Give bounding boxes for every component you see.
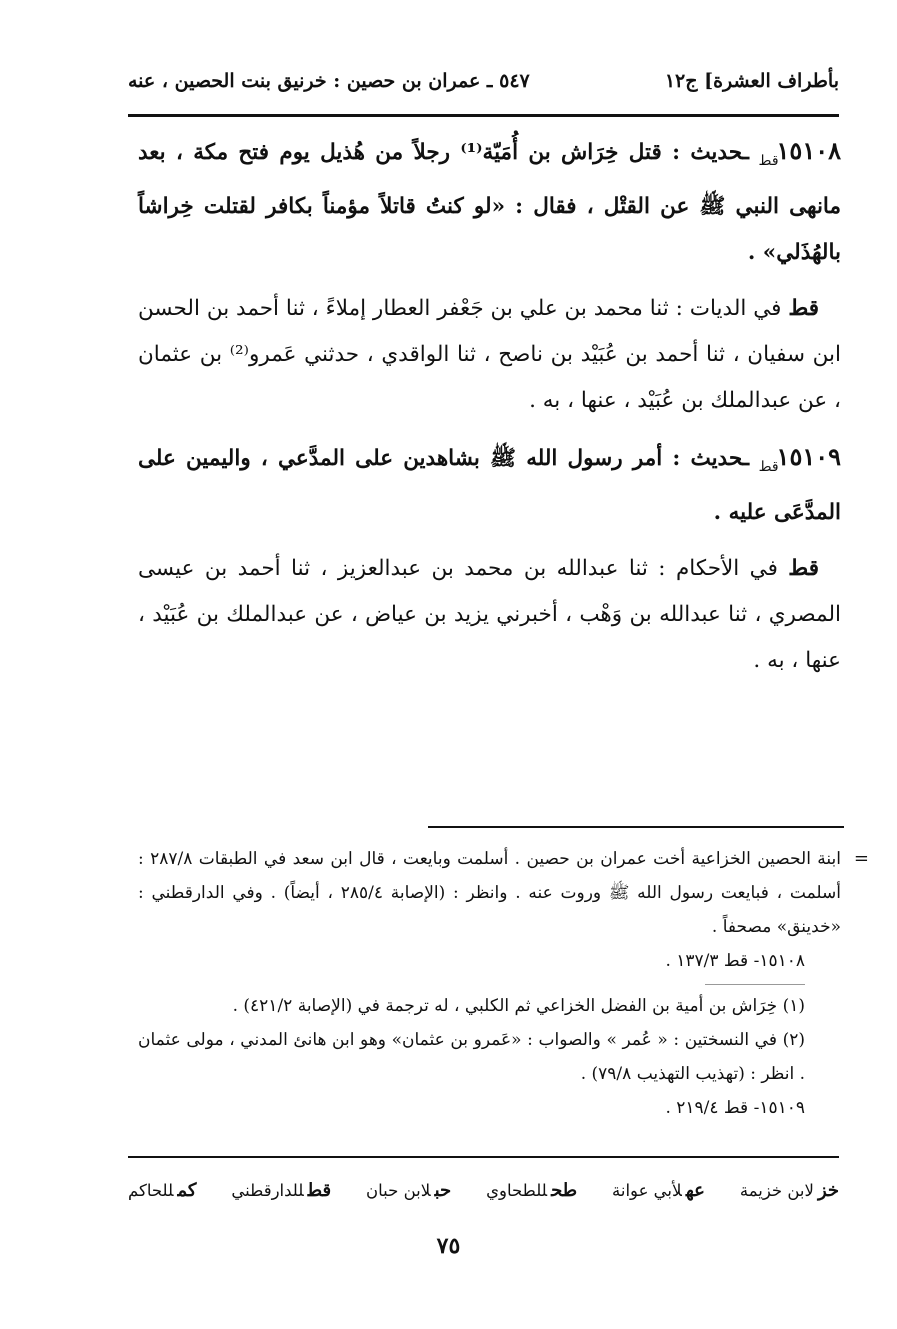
main-text (138, 128, 841, 694)
collection-mark: قط (758, 153, 779, 169)
abbreviation-name: للحاكم (128, 1180, 174, 1200)
footnote-separator (705, 984, 805, 985)
abbreviations-bar (128, 1172, 839, 1208)
abbreviation-code: حب (434, 1179, 452, 1201)
abbreviation-code: خز (817, 1179, 839, 1201)
hadith-text: ـحديث : قتل خِرَاش بن أُمَيّة⁽¹⁾ رجلاً من هُذيل يوم فتح مكة ، بعد مانهى النبي ﷺ عن القتْل ، فقال : «لو كنتُ قاتلاً مؤمناً بكافر لقتلت خِراشاً بالهُذَلي» . (138, 140, 841, 265)
abbreviation-item (740, 1180, 839, 1201)
abbreviation-item (231, 1180, 331, 1201)
isnad-text: في الديات : ثنا محمد بن علي بن جَعْفر العطار إملاءً ، ثنا أحمد بن الحسن ابن سفيان ، ثنا أحمد بن عُبَيْد بن ناصح ، ثنا الواقدي ، حدثني عَمرو⁽²⁾ بن عثمان ، عن عبدالملك بن عُبَيْد ، عنها ، به . (138, 296, 841, 413)
abbreviation-name: لابن حبان (366, 1180, 431, 1200)
running-header (128, 62, 839, 100)
entry-number: ١٥١٠٨ (776, 136, 841, 165)
entry-number: ١٥١٠٩ (776, 442, 841, 471)
abbreviation-name: لابن خزيمة (739, 1180, 814, 1200)
header-rule (128, 114, 839, 117)
source-label: قط (788, 556, 819, 581)
abbreviation-code: قط (307, 1179, 332, 1201)
isnad-1 (138, 286, 841, 424)
isnad-text: في الأحكام : ثنا عبدالله بن محمد بن عبدالعزيز ، ثنا أحمد بن عيسى المصري ، ثنا عبدالله بن وَهْب ، أخبرني يزيد بن عياض ، عن عبدالملك بن عُبَيْد ، عنها ، به . (138, 556, 841, 673)
abbreviation-item (128, 1180, 196, 1201)
collection-mark: قط (758, 459, 779, 475)
hadith-entry-1 (138, 128, 841, 276)
abbreviation-item (366, 1180, 451, 1201)
abbreviation-code: عه (685, 1179, 705, 1201)
book-title: بأطراف العشرة] ج١٢ (664, 70, 839, 92)
footnote-continuation: ابنة الحصين الخزاعية أخت عمران بن حصين . أسلمت وبايعت ، قال ابن سعد في الطبقات ٢٨٧/٨ : أسلمت ، فبايعت رسول الله ﷺ وروت عنه . وانظر : (الإصابة ٢٨٥/٤ ، أيضاً) . وفي الدارقطني : «خدينق» مصحفاً . (138, 849, 842, 937)
abbreviation-code: طح (551, 1179, 578, 1201)
abbreviations-rule (128, 1156, 839, 1158)
footnote-2: (٢) في النسختين : « عُمر » والصواب : «عَمرو بن عثمان» وهو ابن هانئ المدني ، مولى عثمان . انظر : (تهذيب التهذيب ٧٩/٨) . (138, 1030, 805, 1084)
isnad-2 (138, 546, 841, 684)
footnotes (138, 842, 869, 1125)
hadith-text: ـحديث : أمر رسول الله ﷺ بشاهدين على المدَّعي ، واليمين على المدَّعَى عليه . (138, 446, 841, 525)
continuation-mark: = (853, 848, 869, 869)
footnote-reference: ١٥١٠٨- قط ١٣٧/٣ . (665, 951, 805, 971)
abbreviation-item (486, 1180, 577, 1201)
abbreviation-name: للدارقطني (231, 1180, 304, 1200)
hadith-entry-2 (138, 434, 841, 536)
page-number: ٧٥ (436, 1233, 461, 1259)
footnote-reference: ١٥١٠٩- قط ٢١٩/٤ . (665, 1098, 805, 1118)
footnote-rule (428, 826, 844, 828)
abbreviation-name: لأبي عوانة (612, 1180, 682, 1200)
abbreviation-item (612, 1180, 705, 1201)
source-label: قط (788, 296, 819, 321)
footnote-1: (١) خِرَاش بن أمية بن الفضل الخزاعي ثم الكلبي ، له ترجمة في (الإصابة ٤٢١/٢) . (232, 996, 805, 1016)
section-title: ٥٤٧ ـ عمران بن حصين : خرنيق بنت الحصين ، عنه (128, 70, 530, 92)
abbreviation-name: للطحاوي (486, 1180, 548, 1200)
abbreviation-code: كم (177, 1179, 197, 1201)
